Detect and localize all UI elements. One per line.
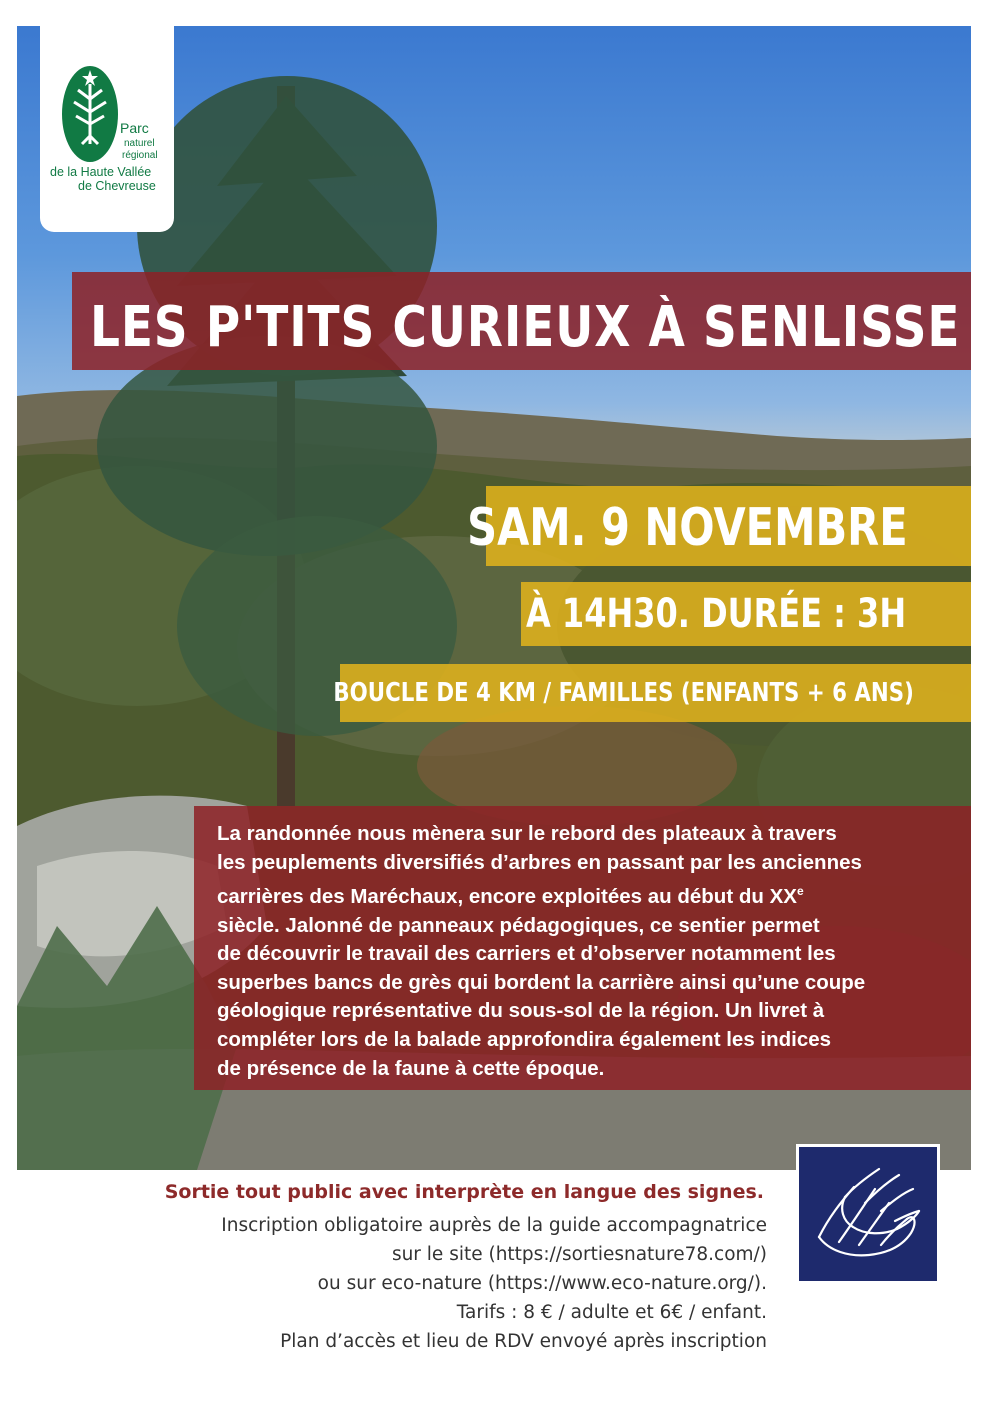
- description-line: de présence de la faune à cette époque.: [217, 1056, 605, 1080]
- footer-line: Inscription obligatoire auprès de la guide accompagnatrice: [221, 1215, 767, 1236]
- footer-line: ou sur eco-nature (https://www.eco-nature.org/).: [317, 1273, 767, 1294]
- footer-line: Plan d’accès et lieu de RDV envoyé après inscription: [280, 1331, 767, 1352]
- event-details: BOUCLE DE 4 KM / FAMILLES (ENFANTS + 6 ANS): [333, 678, 914, 708]
- description-line-text: carrières des Maréchaux, encore exploitées au début du XX: [217, 885, 797, 909]
- event-date: SAM. 9 NOVEMBRE: [467, 498, 908, 558]
- page-title: LES P'TITS CURIEUX À SENLISSE: [90, 295, 961, 360]
- park-logo: [40, 26, 174, 232]
- footer-line: sur le site (https://sortiesnature78.com/): [391, 1244, 767, 1265]
- event-time: À 14H30. DURÉE : 3H: [525, 591, 906, 637]
- description-superscript: e: [796, 884, 804, 899]
- footer-line: Tarifs : 8 € / adulte et 6€ / enfant.: [456, 1302, 767, 1323]
- description-line: compléter lors de la balade approfondira également les indices: [217, 1027, 832, 1051]
- description-line: La randonnée nous mènera sur le rebord des plateaux à travers: [217, 822, 837, 845]
- sign-language-hands-icon: [799, 1147, 937, 1281]
- description-line: superbes bancs de grès qui bordent la carrière ainsi qu’une coupe: [217, 970, 866, 994]
- tree-logo-icon: [60, 64, 120, 164]
- description-line: les peuplements diversifiés d’arbres en passant par les anciennes: [217, 850, 862, 874]
- description-line: géologique représentative du sous-sol de la région. Un livret à: [217, 999, 825, 1023]
- logo-text-chevreuse: de Chevreuse: [78, 179, 156, 193]
- sign-language-badge: [796, 1144, 940, 1284]
- logo-text-naturel: naturel: [124, 138, 155, 149]
- logo-text-vallee: de la Haute Vallée: [50, 165, 152, 179]
- logo-text-parc: Parc: [120, 120, 149, 136]
- logo-text-regional: régional: [122, 150, 158, 161]
- footer-title: Sortie tout public avec interprète en langue des signes.: [164, 1181, 764, 1203]
- description-line: de découvrir le travail des carriers et d’observer notamment les: [217, 942, 836, 966]
- event-description: [217, 820, 957, 1083]
- description-line: siècle. Jalonné de panneaux pédagogiques, ce sentier permet: [217, 913, 820, 937]
- description-line: [217, 877, 957, 911]
